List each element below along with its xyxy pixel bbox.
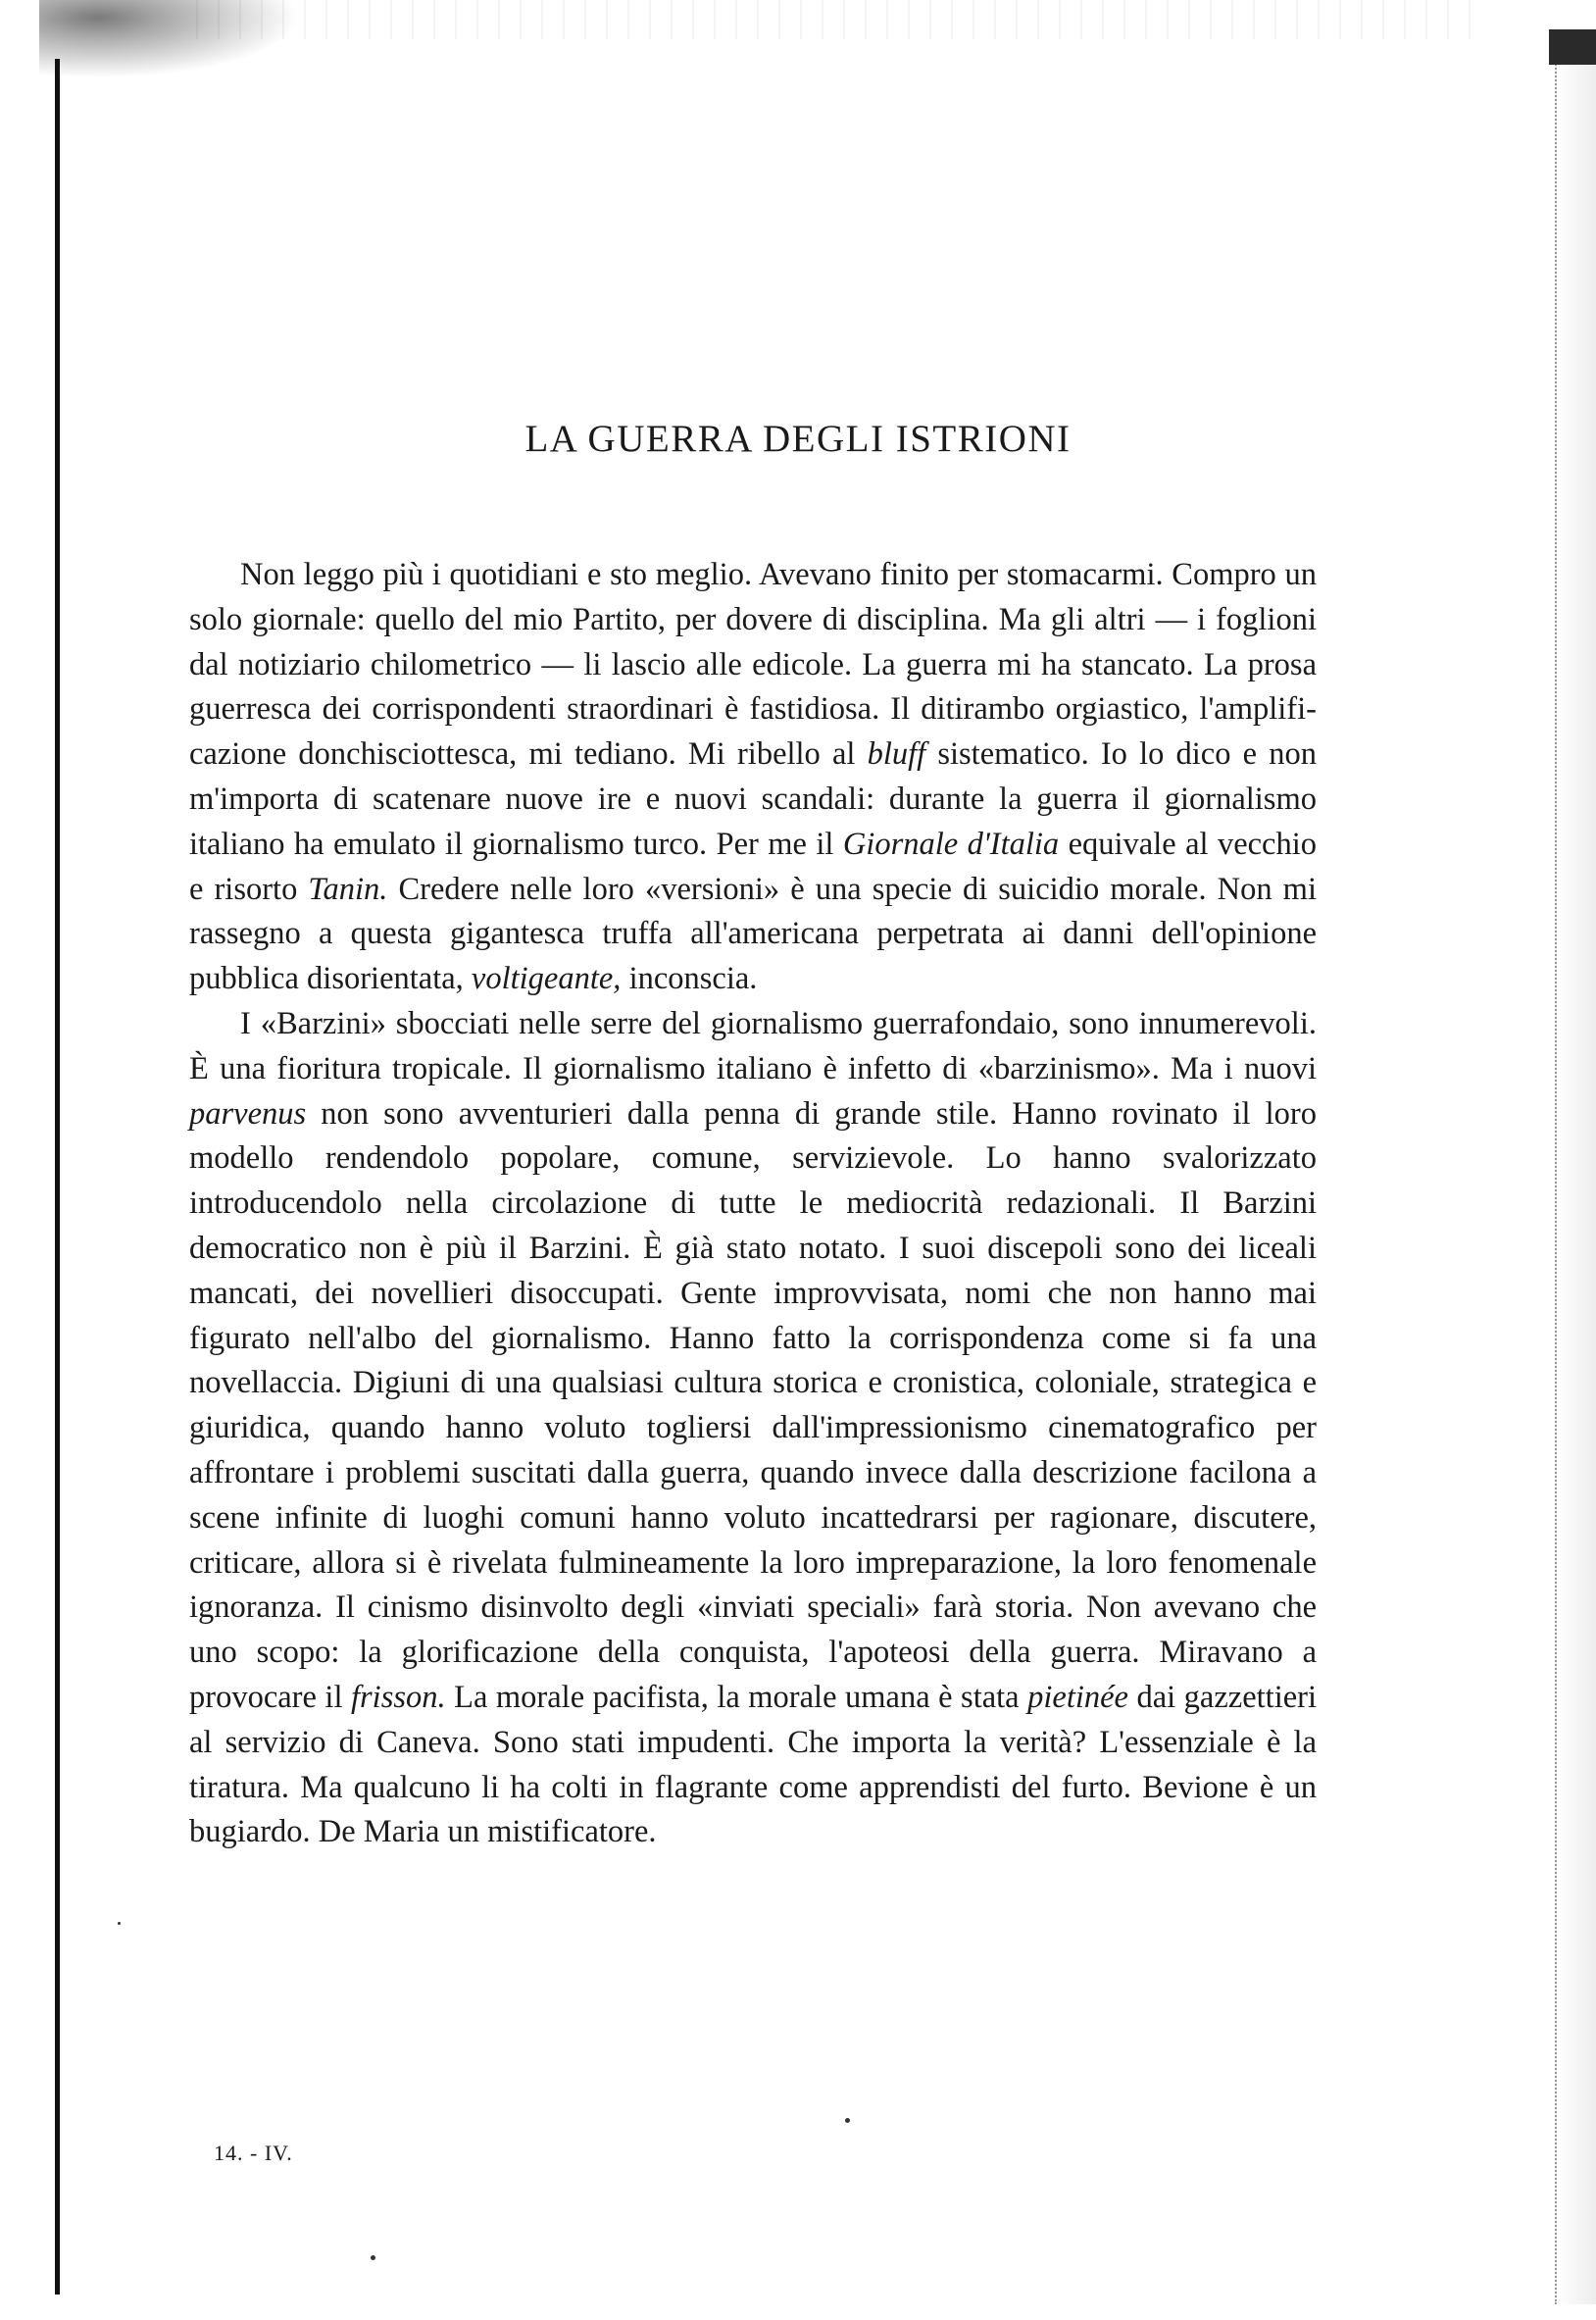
italic-text: Giornale d'Italia — [842, 826, 1060, 862]
text-run: Credere nelle loro «versioni» è una specie di suicidio morale. Non mi rassegno a questa gigantesca truffa all'americana perpetrata ai danni dell'opinione pubblica disorientata, — [189, 871, 1317, 997]
text-run: I «Barzini» sbocciati nelle serre del giornalismo guerrafondaio, sono innumerevoli. È una fioritura tropicale. Il giornalismo italiano è infetto di «barzinismo». Ma i nuovi — [189, 1005, 1317, 1086]
text-run: La morale pacifista, la morale umana è stata — [445, 1679, 1028, 1715]
italic-text: Tanin. — [308, 871, 388, 907]
italic-text: bluff — [867, 736, 926, 773]
text-run: non sono avventurieri dalla penna di grande stile. Hanno rovinato il loro modello rendendolo popolare, comune, servizievole. Lo hanno svalorizzato introducendolo nella circolazione di tutte le mediocrità redazionali. Il Barzini democratico non è più il Barzini. È già stato notato. I suoi discepoli sono dei liceali mancati, dei novellieri disoccupati. Gente improvvisata, nomi che non hanno mai figurato nell'albo del giornalismo. Hanno fatto la corrispondenza come si fa una novellaccia. Digiuni di una qualsiasi cultura storica e cronistica, coloniale, strategica e giuridica, quando hanno voluto togliersi dall'impressionismo cinematografico per affrontare i problemi suscitati dalla guerra, quando invece dalla descrizione facilona a scene infinite di luoghi comuni hanno voluto incattedrarsi per ragionare, discutere, criticare, allora si è rivelata fulmineamente la loro impreparazione, la loro fenomenale ignoranza. Il cinismo disinvolto degli «inviati speciali» farà storia. Non avevano che uno scopo: la glorificazione della conquista, l'apoteosi della guerra. Miravano a provocare il — [189, 1095, 1317, 1715]
text-run: dai gazzettieri al servizio di Caneva. Sono stati impudenti. Che importa la verità? L'essenziale è la tiratura. Ma qualcuno li ha colti in flagrante come apprendisti del furto. Bevione è un bugiardo. De Maria un mistificatore. — [189, 1679, 1317, 1850]
page-folio: 14. - IV. — [214, 2141, 293, 2165]
text-run: equivale al vecchio e risorto — [189, 826, 1317, 907]
scan-mark-top-right — [1549, 29, 1596, 65]
italic-text: voltigeante, — [471, 961, 622, 997]
scan-binding-edge — [55, 59, 60, 2295]
text-run: inconscia. — [621, 961, 758, 997]
paragraph — [189, 553, 1317, 1002]
scan-speck — [845, 2118, 850, 2123]
chapter-title: LA GUERRA DEGLI ISTRIONI — [524, 418, 1072, 460]
body-text — [189, 553, 1317, 1855]
scan-page-edge-right — [1555, 29, 1596, 2304]
italic-text: parvenus — [189, 1095, 307, 1132]
italic-text: frisson. — [350, 1679, 446, 1715]
scan-speck — [371, 2255, 375, 2260]
scan-speck — [118, 1922, 121, 1925]
scan-noise-top — [196, 0, 1471, 39]
text-run: sistematico. Io lo dico e non m'importa di scatenare nuove ire e nuovi scandali: durante la guerra il giornalismo italiano ha emulato il giornalismo turco. Per me il — [189, 736, 1317, 862]
paragraph — [189, 1002, 1317, 1855]
italic-text: pietinée — [1027, 1679, 1128, 1715]
text-run: Non leggo più i quotidiani e sto meglio. Avevano finito per stomacarmi. Compro un solo giornale: quello del mio Partito, per dovere di disciplina. Ma gli altri — i foglioni dal notiziario chilometrico — li lascio alle edicole. La guerra mi ha stancato. La prosa guerresca dei corrispondenti straordinari è fastidiosa. Il ditirambo orgiastico, l'amplificazione donchisciottesca, mi tediano. Mi ribello al — [189, 557, 1317, 773]
